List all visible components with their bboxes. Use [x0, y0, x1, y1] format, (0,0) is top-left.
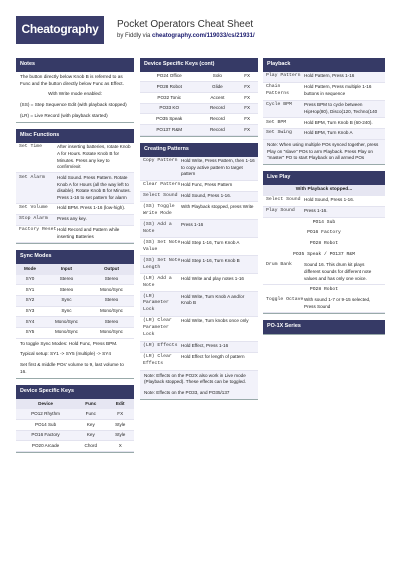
notes-body: The button directly below Knob B is referred to as Func and the button directly below Func as Effect. [20, 73, 124, 86]
table-row [263, 129, 385, 140]
live-subhead: With Playback stopped... [263, 185, 385, 196]
cell: Stereo [44, 275, 89, 285]
cell: Mono/Sync [44, 327, 89, 338]
col-header: Mode [16, 264, 44, 275]
row-key: Play Pattern [266, 73, 301, 79]
cell: FX [106, 409, 134, 419]
table-row [140, 292, 258, 317]
row-key: Select Sound [143, 193, 178, 199]
row-key: Set Swing [266, 130, 292, 136]
row-key: (SS) Toggle Write Mode [143, 203, 175, 216]
table-row [140, 220, 258, 238]
device-label: PO14 Sub [312, 219, 336, 225]
table-row [140, 256, 258, 274]
device-keys-cont-section [140, 58, 258, 137]
row-key: Copy Pattern [143, 158, 178, 164]
row-key: (SS) Add a Note [143, 221, 172, 234]
table-row [16, 420, 134, 431]
row-key: Set BPM [266, 119, 287, 125]
table-row [140, 353, 258, 371]
row-value: Hold Write, Turn knobs once only [181, 318, 249, 324]
table-row [16, 409, 134, 419]
section-title: Device Specific Keys (cont) [140, 58, 258, 72]
device-label: PO28 Robot [309, 286, 339, 292]
table-row [16, 204, 134, 215]
row-key: Drum Bank [266, 262, 292, 268]
table-row [263, 196, 385, 207]
sync-modes-table [16, 264, 134, 339]
cell: Mono/Sync [89, 327, 134, 338]
table-row [140, 317, 258, 342]
table-row [16, 285, 134, 296]
creating-patterns-section [140, 143, 258, 400]
table-row [16, 295, 134, 306]
playback-section [263, 58, 385, 165]
table-row [16, 306, 134, 317]
row-value: Hold Step 1-16, Turn Knob A [181, 239, 240, 245]
row-key: (LR) Clear Parameter Lock [143, 318, 172, 338]
row-value: Hold BPM, Turn Knob A [304, 130, 353, 136]
col-header: Output [89, 264, 134, 275]
cell: PO33 KO [140, 103, 198, 114]
row-value: Press 1-16 [181, 221, 204, 227]
row-value: Sound 16. This drum kit plays different sounds for different note values and has only one voice. [304, 262, 372, 281]
row-value: Press BPM to cycle between HipHop(80), Disco(120, Techno(140 [304, 102, 378, 114]
table-row [140, 342, 258, 353]
table-row [263, 118, 385, 129]
cell: SY0 [16, 275, 44, 285]
row-value: Press any key. [57, 216, 87, 222]
table-row [16, 327, 134, 338]
section-title: Playback [263, 58, 385, 72]
cell: SY1 [16, 285, 44, 296]
row-key: (SS) Set Note Value [143, 239, 181, 252]
patterns-note-1: Note: Effects on the PO2X also work in Live mode (Playback stopped). These effects can be toggled. [140, 371, 258, 388]
cell: PO35 Speak [140, 114, 198, 125]
sync-note-1: To toggle Sync Modes: Hold Func, Press BPM. [20, 340, 118, 346]
row-value: With Playback stopped, press Write [181, 203, 254, 209]
table-row [16, 275, 134, 285]
col-header: Edit [106, 399, 134, 410]
cell: X [106, 441, 134, 452]
row-value: Hold Write and play notes 1-16 [181, 275, 244, 281]
table-row [16, 215, 134, 226]
device-label: PO35 Speak / PO137 R&M [293, 252, 355, 257]
table-row [140, 93, 258, 104]
notes-line-1: (SS) = Step Sequence Edit (with playback stopped) [20, 102, 127, 108]
cell: FX [236, 93, 258, 104]
table-row [16, 143, 134, 174]
sync-note-2: Typical setup: SY1 -> SY5 (multiple) -> SY4 [20, 351, 111, 357]
notes-sub: With Write mode enabled: [48, 91, 102, 97]
row-key: (LR) Parameter Lock [143, 293, 169, 313]
table-row [140, 103, 258, 114]
table-row [140, 82, 258, 93]
cell: PO137 R&M [140, 125, 198, 136]
row-value: Hold Pattern, Press 1-16 [304, 73, 355, 79]
table-row [16, 226, 134, 243]
misc-section [16, 129, 134, 244]
section-title: PO-1X Series [263, 320, 385, 334]
col-header: Func [75, 399, 106, 410]
row-value: Hold Func, Press Pattern [181, 182, 233, 188]
column-3 [263, 58, 385, 341]
cell: SY2 [16, 295, 44, 306]
row-value: Hold Effect, Press 1-16 [181, 343, 229, 349]
table-row [263, 72, 385, 83]
table-row [16, 441, 134, 452]
device-keys-section [16, 385, 134, 453]
row-key: Factory Reset [19, 227, 57, 233]
cell: Stereo [89, 275, 134, 285]
row-value: After inserting batteries, rotate Knob A for Hours. Rotate Knob B for Minutes. Press any key to confirm/exit [57, 144, 131, 170]
table-row [263, 261, 385, 285]
row-key: Set Alarm [19, 174, 45, 180]
row-value: Hold Pattern, Press multiple 1-16 buttons in sequence [304, 84, 372, 96]
cell: Sync [44, 306, 89, 317]
table-row [140, 125, 258, 136]
row-key: Cycle BPM [266, 102, 292, 108]
cell: FX [236, 72, 258, 82]
table-row [16, 430, 134, 441]
section-title: Live Play [263, 171, 385, 185]
cell: SY3 [16, 306, 44, 317]
row-value: Hold Sound, Press 1-16. [181, 193, 232, 199]
byline [117, 32, 255, 41]
cell: Record [198, 125, 236, 136]
row-key: Play Sound [266, 208, 295, 214]
row-key: Chain Patterns [266, 84, 290, 97]
misc-rows [16, 143, 134, 243]
table-row [263, 83, 385, 101]
row-value: Hold Sound. Press Pattern. Rotate Knob A for Hours (all the way left to disable). Rotate Knob B for Minutes. Press 1-16 to set pattern for alarm [57, 174, 131, 200]
table-row [140, 181, 258, 192]
row-value: Hold Write, Turn Knob A and/or Knob B [181, 293, 245, 306]
po1x-section [263, 320, 385, 335]
notes-section [16, 58, 134, 123]
row-value: Hold Sound, Press 1-16. [304, 197, 355, 203]
cell: Key [75, 420, 106, 431]
cell: Func [75, 409, 106, 419]
row-key: (LR) Clear Effects [143, 354, 172, 367]
row-key: Toggle Octave [266, 297, 304, 303]
row-value: Hold BPM, Turn Knob B (60-240). [304, 119, 373, 125]
row-value: Hold Record and Pattern while inserting Batteries [57, 227, 120, 240]
section-title: Sync Modes [16, 250, 134, 264]
row-key: (LR) Add a Note [143, 275, 172, 288]
row-key: (LR) Effects [143, 343, 178, 349]
row-value: Hold Write, Press Pattern, then 1-16 to copy active pattern to target pattern [181, 158, 255, 177]
device-keys-cont-table [140, 72, 258, 136]
cell: Record [198, 114, 236, 125]
cell: Style [106, 430, 134, 441]
cell: Mono/Sync [89, 285, 134, 296]
device-label: PO28 Robot [309, 241, 339, 247]
row-key: Set Volume [19, 205, 48, 211]
live-play-section [263, 171, 385, 314]
cell: Glide [198, 82, 236, 93]
cell: PO28 Robot [140, 82, 198, 93]
table-row [140, 114, 258, 125]
column-2 [140, 58, 258, 406]
table-row [140, 192, 258, 203]
page-title: Pocket Operators Cheat Sheet [117, 19, 254, 30]
cheatography-logo[interactable]: Cheatography [16, 16, 104, 44]
sheet-url-link[interactable]: cheatography.com/119033/cs/21931/ [152, 33, 255, 39]
row-key: Clear Pattern [143, 182, 181, 188]
section-title: Notes [16, 58, 134, 72]
table-row [263, 207, 385, 218]
cell: Solo [198, 72, 236, 82]
cell: Key [75, 430, 106, 441]
section-title: Creating Patterns [140, 143, 258, 157]
table-row [140, 202, 258, 220]
cell: PO32 Tonic [140, 93, 198, 104]
sync-modes-section [16, 250, 134, 379]
byline-text: by Fiddly via [117, 33, 153, 39]
cell: SY4 [16, 317, 44, 328]
table-row [16, 317, 134, 328]
cell: PO12 Rhythm [16, 409, 75, 419]
patterns-note-2: Note: Effects on the PO33, and PO35/137 [140, 388, 258, 399]
section-title: Device Specific Keys [16, 385, 134, 399]
row-value: Hold BPM. Press 1-16 (low-high). [57, 205, 126, 211]
cell: FX [236, 125, 258, 136]
playback-note: Note: When using multiple POs synced together, press Play on "slave" POs to arm Playback. Press Play on "master" PO to start Playback on all armed POs [263, 140, 385, 164]
row-key: Stop Alarm [19, 216, 48, 222]
row-value: Press 1-16. [304, 208, 328, 214]
cell: PO20 Arcade [16, 441, 75, 452]
device-label: PO16 Factory [307, 230, 341, 236]
cell: Stereo [89, 295, 134, 306]
header [0, 0, 400, 56]
cell: FX [236, 82, 258, 93]
table-row [140, 274, 258, 292]
table-row [263, 296, 385, 313]
cell: Mono/Sync [89, 306, 134, 317]
col-header: Input [44, 264, 89, 275]
notes-line-2: (LR) = Live Record (with playback started) [20, 113, 108, 119]
cell: SY5 [16, 327, 44, 338]
sync-note-3: Set first & middle POs' volume to 9, last volume to 16. [20, 362, 124, 375]
table-row [140, 72, 258, 82]
cell: PO24 Office [140, 72, 198, 82]
cell: FX [236, 114, 258, 125]
device-keys-table [16, 399, 134, 452]
cell: PO16 Factory [16, 430, 75, 441]
cell: Stereo [89, 317, 134, 328]
table-row [140, 238, 258, 256]
row-value: Hold Effect for length of pattern [181, 354, 245, 360]
table-row [263, 101, 385, 118]
cell: Chord [75, 441, 106, 452]
table-row [16, 173, 134, 204]
cell: Mono/Sync [44, 317, 89, 328]
cell: Record [198, 103, 236, 114]
cell: FX [236, 103, 258, 114]
column-1 [16, 58, 134, 459]
table-row [140, 157, 258, 181]
row-key: Select Sound [266, 197, 301, 203]
cell: PO14 Sub [16, 420, 75, 431]
row-key: Set Time [19, 144, 43, 150]
cell: Style [106, 420, 134, 431]
row-key: (SS) Set Note Length [143, 257, 181, 270]
cell: Accent [198, 93, 236, 104]
row-value: With sound 1-7 or 9-15 selected, Press Sound [304, 297, 371, 309]
row-value: Hold Step 1-16, Turn Knob B [181, 257, 240, 263]
cell: Sync [44, 295, 89, 306]
section-title: Misc Functions [16, 129, 134, 143]
cell: Stereo [44, 285, 89, 296]
col-header: Device [16, 399, 75, 410]
